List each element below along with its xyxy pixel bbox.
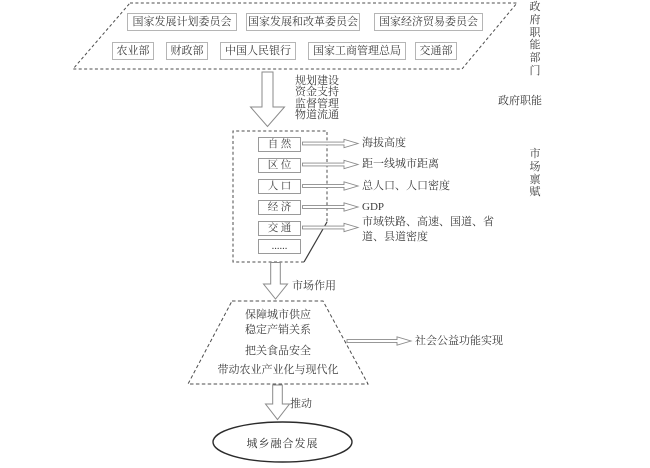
endowment-box-transport: 交 通 — [258, 221, 301, 236]
desc-transport: 市域铁路、高速、国道、省道、县道密度 — [362, 216, 494, 243]
endowment-box-ellipsis: ...... — [258, 239, 301, 254]
endowment-box-nature: 自 然 — [258, 137, 301, 152]
arrow-transport-desc — [303, 223, 359, 231]
arrow-market-to-outcome — [266, 385, 290, 420]
arrow-nature-desc — [303, 139, 359, 147]
gov-box-trade-commission: 国家经济贸易委员会 — [374, 13, 483, 31]
arrow-economy-desc — [303, 203, 359, 211]
gov-box-transport: 交通部 — [415, 42, 457, 60]
gov-function-line: 监督管理 — [295, 97, 339, 110]
desc-distance: 距一线城市距离 — [362, 158, 439, 170]
arrow-social-benefit — [347, 337, 411, 345]
gov-box-planning-commission: 国家发展计划委员会 — [127, 13, 237, 31]
desc-altitude: 海拔高度 — [362, 137, 406, 149]
gov-function-lines — [295, 76, 339, 122]
label-gov-functions: 政府职能 — [498, 95, 542, 107]
gov-box-agriculture: 农业部 — [112, 42, 154, 60]
endowment-box-location: 区 位 — [258, 158, 301, 173]
label-market-endowment: 市场禀赋 — [529, 148, 541, 199]
market-function-line: 带动农业产业化与现代化 — [217, 364, 339, 376]
label-social-benefit: 社会公益功能实现 — [415, 335, 503, 347]
endowment-box-population: 人 口 — [258, 179, 301, 194]
gov-function-line: 规划建设 — [295, 75, 339, 87]
endowment-box-economy: 经 济 — [258, 200, 301, 215]
label-push: 推动 — [290, 398, 312, 410]
outcome-label: 城乡融合发展 — [246, 438, 319, 450]
gov-box-ndrc: 国家发展和改革委员会 — [246, 13, 360, 31]
gov-box-finance: 财政部 — [166, 42, 208, 60]
market-function-line: 稳定产销关系 — [245, 324, 311, 336]
desc-population: 总人口、人口密度 — [362, 179, 450, 192]
arrow-endowment-to-market — [264, 263, 288, 300]
arrow-gov-to-endowment — [251, 72, 285, 127]
label-gov-departments: 政府职能部门 — [529, 1, 541, 77]
gov-box-saic: 国家工商管理总局 — [308, 42, 406, 60]
gov-box-pboc: 中国人民银行 — [220, 42, 296, 60]
label-market-role: 市场作用 — [292, 280, 336, 292]
gov-function-line: 资金支持 — [295, 86, 339, 99]
market-function-line: 把关食品安全 — [245, 345, 311, 357]
arrow-population-desc — [303, 182, 359, 190]
arrow-location-desc — [303, 160, 359, 168]
desc-gdp: GDP — [362, 200, 385, 213]
market-function-line: 保障城市供应 — [245, 309, 311, 321]
gov-function-line: 物道流通 — [295, 109, 339, 122]
